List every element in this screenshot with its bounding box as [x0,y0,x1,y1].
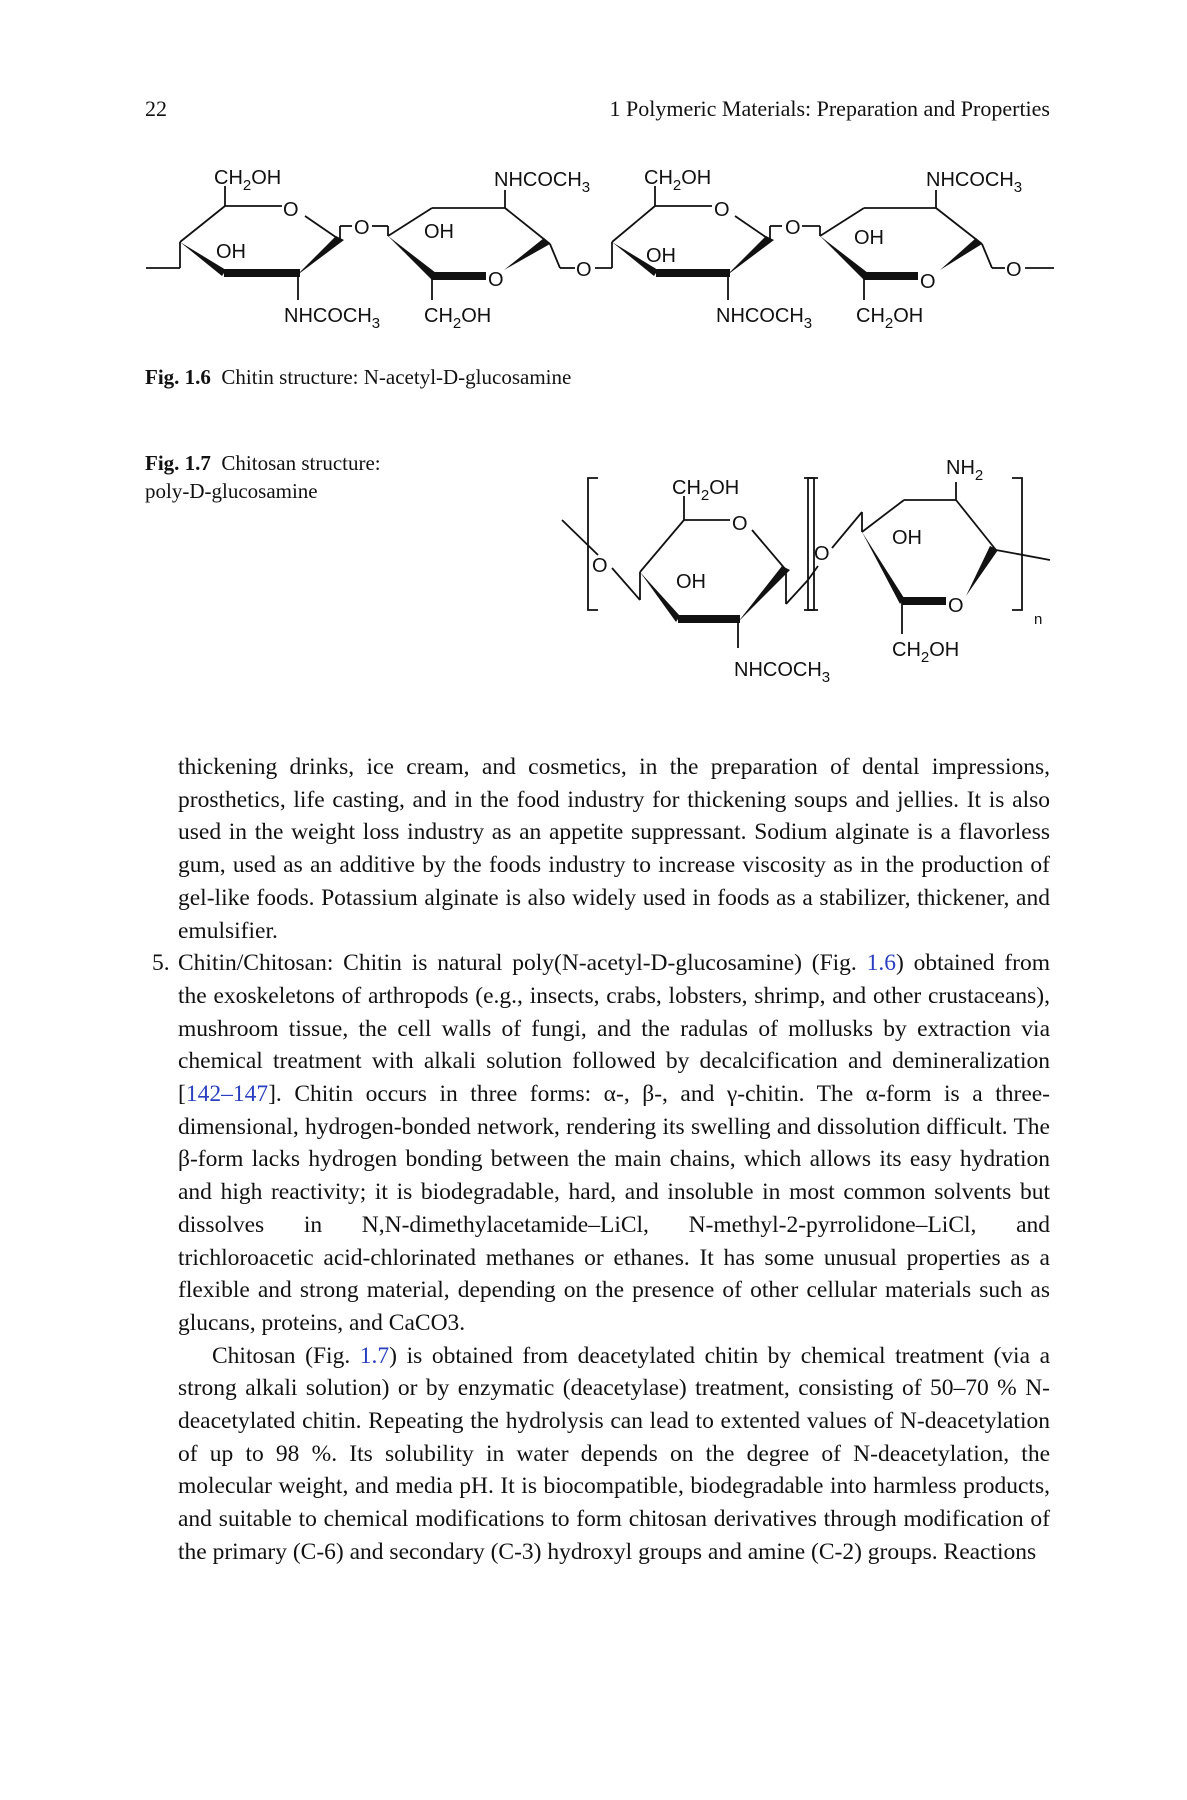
caption-label: Fig. 1.7 [145,451,211,475]
caption-line1: Chitosan structure: [221,451,381,475]
caption-label: Fig. 1.6 [145,365,211,389]
list-item-5 [152,947,1050,1339]
label-n: n [1034,611,1043,628]
svg-text:O: O [948,595,964,617]
svg-text:O: O [592,555,608,577]
fig-ref-1-6[interactable]: 1.6 [866,950,896,977]
body-text [152,751,1051,1569]
svg-text:OH: OH [854,227,884,249]
svg-text:OH: OH [424,221,454,243]
svg-text:CH2OH: $CH_2OH$ [672,477,740,504]
svg-text:OH: OH [216,241,246,263]
chitin-labels [214,167,1022,332]
citation-142-147[interactable]: 142–147 [185,1081,269,1108]
item-number: 5. [152,950,170,977]
svg-text:O: O [732,513,748,535]
svg-text:O: O [576,259,592,281]
svg-text:O: O [785,217,801,239]
svg-text:O: O [814,543,830,565]
item5-text-a: Chitin/Chitosan: Chitin is natural poly(N-acetyl-D-glucosamine) (Fig. [178,950,867,977]
running-header: 1 Polymeric Materials: Preparation and Properties [609,96,1050,121]
fig-ref-1-7[interactable]: 1.7 [359,1342,390,1369]
svg-text:O: O [354,217,370,239]
paragraph-alginate: thickening drinks, ice cream, and cosmetics, in the preparation of dental impressions, prosthetics, life casting, and in the food industry for thickening soups and jellies. It is also used in the weight loss industry as an appetite suppressant. Sodium alginate is a flavorless gum, used as an additive by the foods industry to increase viscosity as in the production of gel-like foods. Potassium alginate is also widely used in foods as a stabilizer, thickener, and emulsifier. [178,754,1050,944]
item5-text-c: ]. Chitin occurs in three forms: α-, β-, and γ-chitin. The α-form is a three-dimensional, hydrogen-bonded network, rendering its swelling and dissolution difficult. The β-form lacks hydrogen bonding between the main chains, which allows its easy hydration and high reactivity; it is biodegradable, hard, and insoluble in most common solvents but dissolves in N,N-dimethylacetamide–LiCl, N-methyl-2-pyrrolidone–LiCl, and trichloroacetic acid-chlorinated methanes or ethanes. It has some unusual properties as a flexible and strong material, depending on the presence of other cellular materials such as glucans, proteins, and CaCO3. [178,1081,1050,1336]
paragraph-chitosan [178,1340,1050,1569]
chitosan-structure [562,478,1050,648]
label-nh2: $NH_2$ [946,457,984,484]
chitosan-labels [592,457,1042,686]
fig-1-7-caption [145,449,381,505]
svg-text:CH2OH: $CH_2OH$ [424,305,492,332]
svg-text:OH: OH [892,527,922,549]
svg-text:O: O [283,199,299,221]
item5-text-b: ) obtained from the exoskeletons of arthropods (e.g., insects, crabs, lobsters, shrimp, and other crustaceans), mushroom tissue, the cell walls of fungi, and the radulas of mollusks by extraction via chemical treatment with alkali solution followed by decalcification and demineralization [ [178,950,1050,1108]
fig-1-6-caption [145,363,571,391]
label-ch2oh: $CH_2OH$ [214,167,282,194]
svg-text:OH: OH [676,571,706,593]
svg-text:NHCOCH3: $NHCOCH_3$ [716,305,813,332]
svg-text:NHCOCH3: $NHCOCH_3$ [734,659,831,686]
svg-text:CH2OH: $CH_2OH$ [644,167,712,194]
svg-text:O: O [920,271,936,293]
chemical-structure-figures [0,0,1187,700]
svg-text:O: O [1006,259,1022,281]
svg-text:NHCOCH3: $NHCOCH_3$ [494,169,591,196]
caption-line2: poly-D-glucosamine [145,479,318,503]
para3-text-a: Chitosan (Fig. [212,1342,360,1369]
page-number: 22 [145,96,167,121]
svg-text:O: O [714,199,730,221]
para3-text-b: ) is obtained from deacetylated chitin by chemical treatment (via a strong alkali solution) or by enzymatic (deacetylase) treatment, consisting of 50–70 % N-deacetylated chitin. Repeating the hydrolysis can lead to extented values of N-deacetylation of up to 98 %. Its solubility in water depends on the degree of N-deacetylation, the molecular weight, and media pH. It is biocompatible, biodegradable into harmless products, and suitable to chemical modifications to form chitosan derivatives through modification of the primary (C-6) and secondary (C-3) hydroxyl groups and amine (C-2) groups. Reactions [178,1342,1051,1565]
svg-text:NHCOCH3: $NHCOCH_3$ [284,305,381,332]
caption-text: Chitin structure: N-acetyl-D-glucosamine [221,365,572,389]
svg-text:CH2OH: $CH_2OH$ [856,305,924,332]
svg-text:NHCOCH3: $NHCOCH_3$ [926,169,1023,196]
svg-text:O: O [488,269,504,291]
svg-text:OH: OH [646,245,676,267]
svg-text:CH2OH: $CH_2OH$ [892,639,960,666]
